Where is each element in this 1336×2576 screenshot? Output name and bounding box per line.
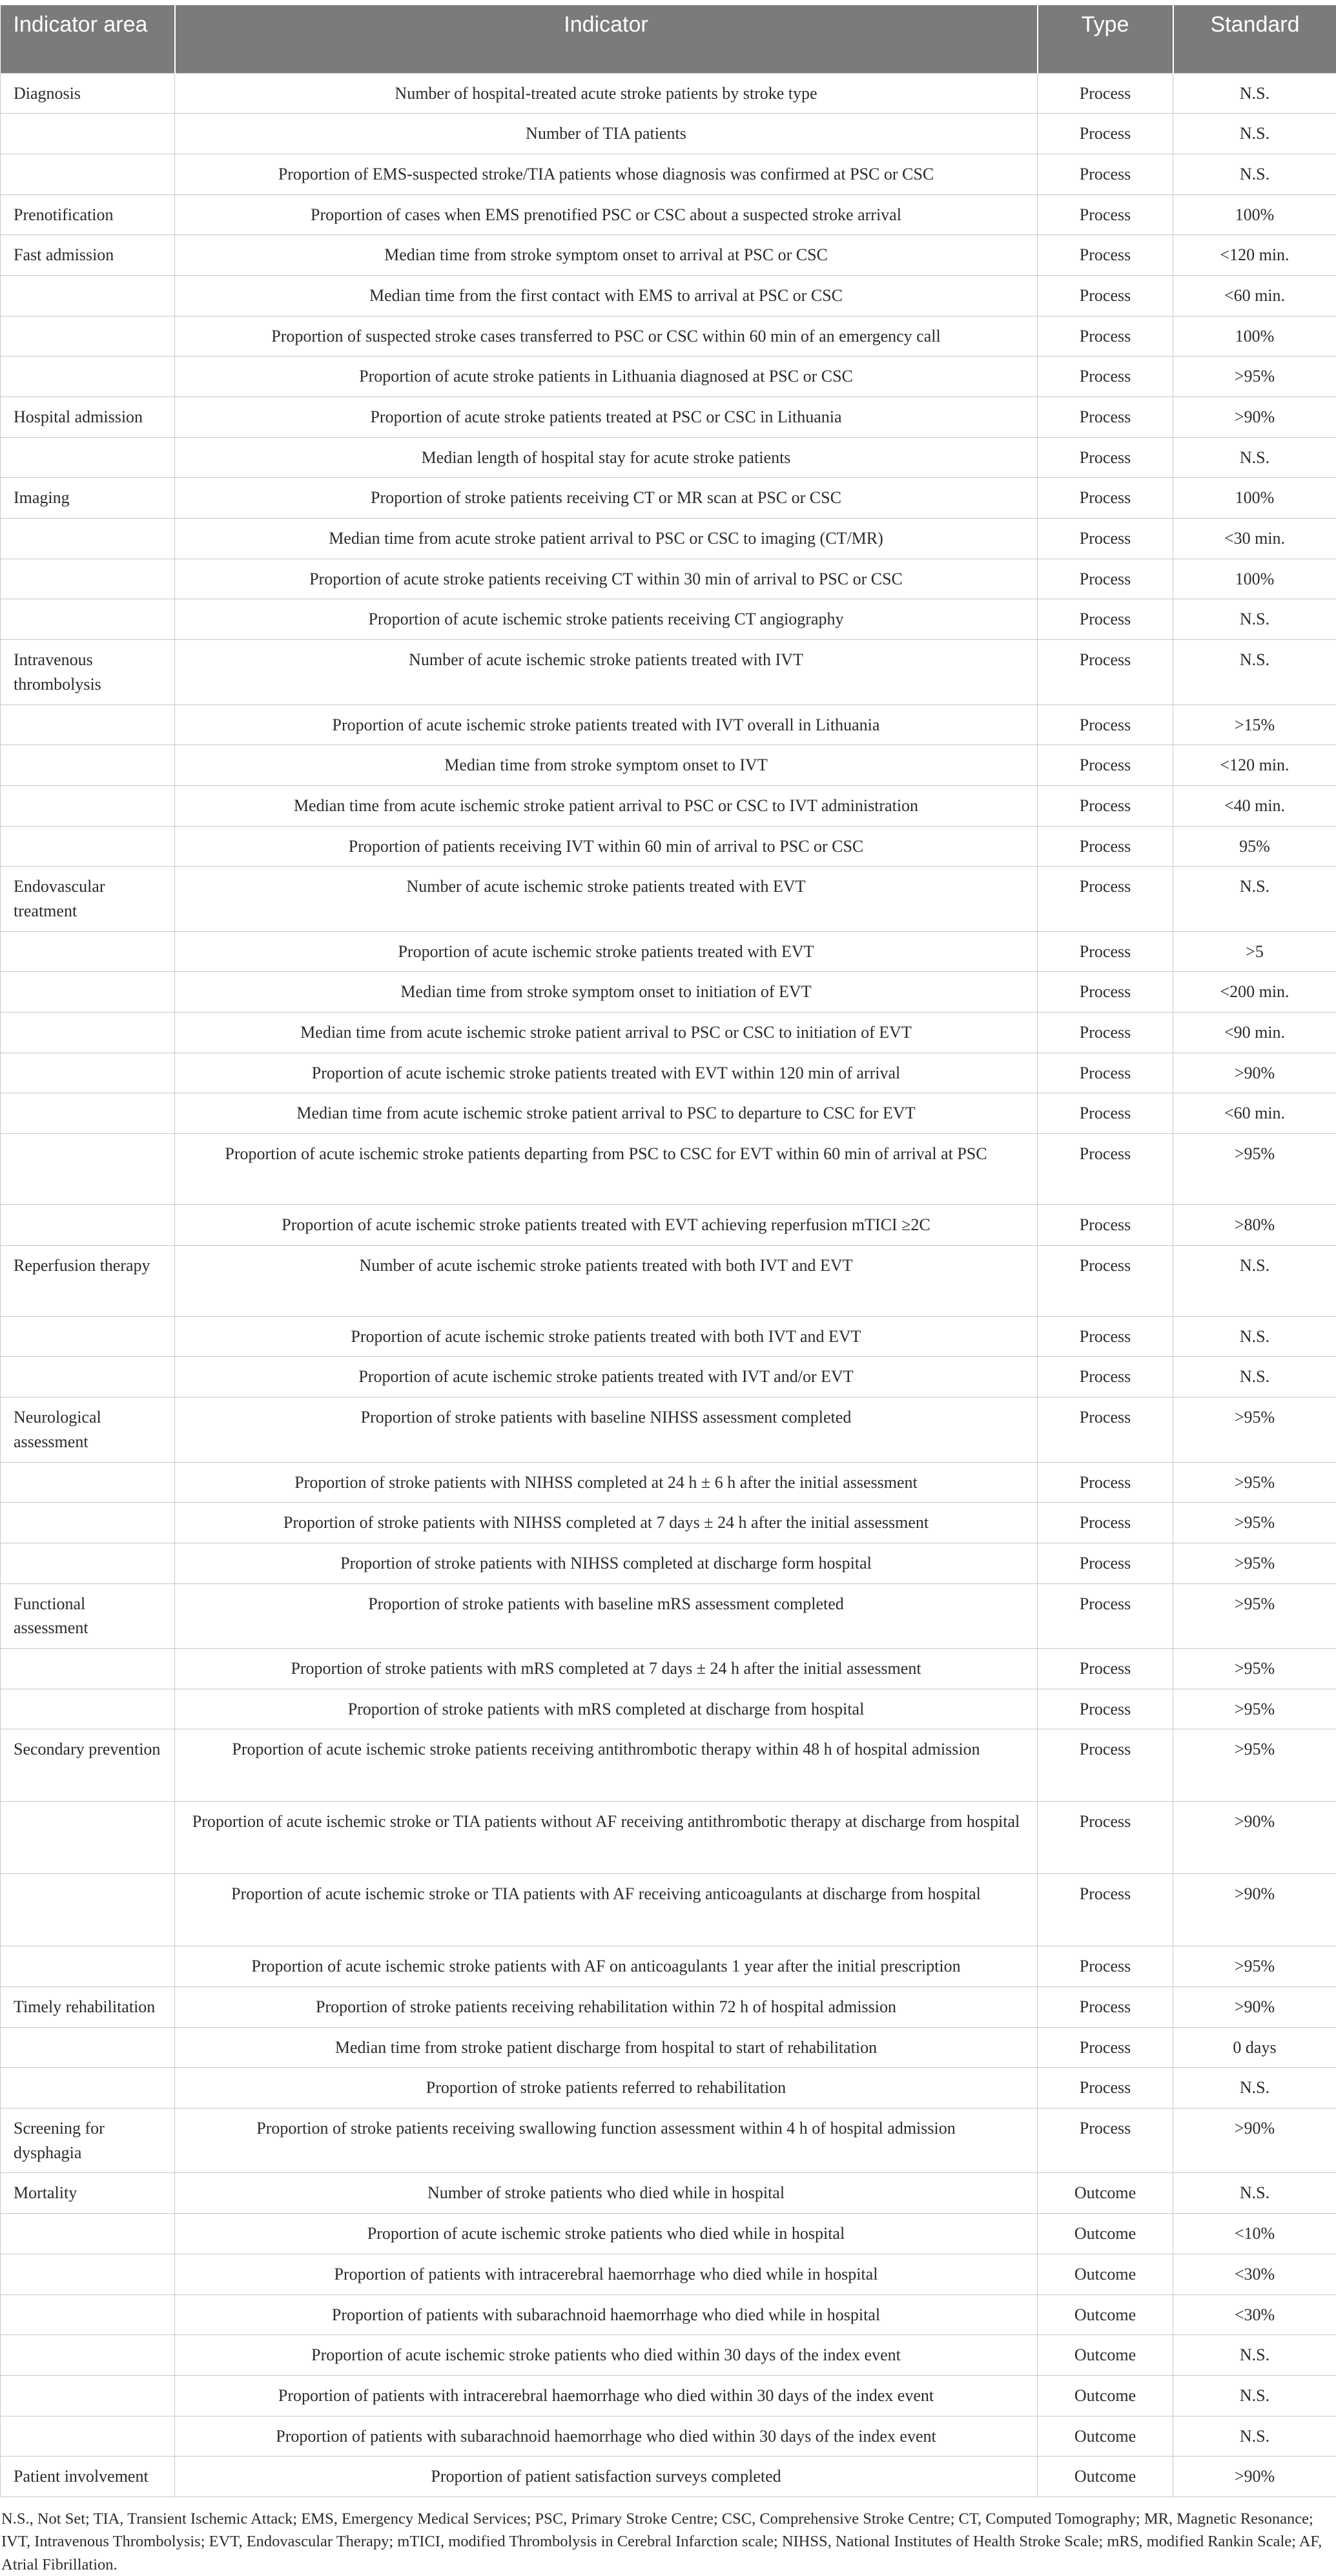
indicator-area-cell bbox=[1, 1648, 175, 1689]
table-row bbox=[1, 1946, 1336, 1987]
type-cell: Process bbox=[1038, 1316, 1173, 1357]
standard-cell: >95% bbox=[1173, 1689, 1336, 1729]
indicator-cell: Proportion of stroke patients receiving CT or MR scan at PSC or CSC bbox=[175, 478, 1038, 519]
table-row bbox=[1, 1874, 1336, 1946]
table-row bbox=[1, 1503, 1336, 1543]
type-cell: Process bbox=[1038, 437, 1173, 478]
indicator-area-cell: Diagnosis bbox=[1, 73, 175, 114]
type-cell: Process bbox=[1038, 1462, 1173, 1503]
table-row bbox=[1, 931, 1336, 972]
indicator-cell: Proportion of acute ischemic stroke patients with AF on anticoagulants 1 year after the initial prescription bbox=[175, 1946, 1038, 1987]
indicator-cell: Proportion of acute ischemic stroke patients treated with both IVT and EVT bbox=[175, 1316, 1038, 1357]
type-cell: Outcome bbox=[1038, 2416, 1173, 2457]
type-cell: Process bbox=[1038, 559, 1173, 599]
indicator-cell: Number of acute ischemic stroke patients treated with IVT bbox=[175, 640, 1038, 705]
indicator-area-cell bbox=[1, 1874, 175, 1946]
table-row bbox=[1, 1316, 1336, 1357]
table-row bbox=[1, 397, 1336, 438]
indicator-cell: Median time from acute ischemic stroke patient arrival to PSC or CSC to IVT administration bbox=[175, 785, 1038, 826]
indicator-cell: Proportion of acute ischemic stroke patients treated with EVT bbox=[175, 931, 1038, 972]
type-cell: Process bbox=[1038, 194, 1173, 235]
standard-cell: >95% bbox=[1173, 1397, 1336, 1462]
indicator-cell: Proportion of stroke patients with baseline NIHSS assessment completed bbox=[175, 1397, 1038, 1462]
indicator-area-cell bbox=[1, 356, 175, 397]
indicator-cell: Median time from stroke patient discharge from hospital to start of rehabilitation bbox=[175, 2027, 1038, 2068]
table-row bbox=[1, 2416, 1336, 2457]
indicator-area-cell bbox=[1, 1946, 175, 1987]
standard-cell: N.S. bbox=[1173, 2173, 1336, 2214]
indicator-cell: Proportion of acute stroke patients treated at PSC or CSC in Lithuania bbox=[175, 397, 1038, 438]
indicator-cell: Median time from acute ischemic stroke patient arrival to PSC or CSC to initiation of EVT bbox=[175, 1013, 1038, 1053]
table-row bbox=[1, 1543, 1336, 1583]
indicator-cell: Proportion of acute stroke patients receiving CT within 30 min of arrival to PSC or CSC bbox=[175, 559, 1038, 599]
table-row bbox=[1, 705, 1336, 745]
indicator-cell: Proportion of stroke patients with NIHSS completed at 7 days ± 24 h after the initial assessment bbox=[175, 1503, 1038, 1543]
indicator-area-cell bbox=[1, 2335, 175, 2376]
type-cell: Outcome bbox=[1038, 2335, 1173, 2376]
indicator-cell: Proportion of patients with intracerebral haemorrhage who died within 30 days of the index event bbox=[175, 2375, 1038, 2416]
type-cell: Process bbox=[1038, 154, 1173, 194]
indicator-area-cell bbox=[1, 826, 175, 867]
indicator-area-cell bbox=[1, 2416, 175, 2457]
standard-cell: <120 min. bbox=[1173, 235, 1336, 276]
table-row bbox=[1, 1583, 1336, 1648]
table-row bbox=[1, 316, 1336, 356]
type-cell: Process bbox=[1038, 1245, 1173, 1316]
indicator-cell: Proportion of patient satisfaction surveys completed bbox=[175, 2457, 1038, 2497]
indicator-area-cell bbox=[1, 1316, 175, 1357]
table-row bbox=[1, 972, 1336, 1013]
type-cell: Outcome bbox=[1038, 2254, 1173, 2294]
table-row bbox=[1, 640, 1336, 705]
indicator-area-cell: Hospital admission bbox=[1, 397, 175, 438]
indicator-cell: Proportion of EMS-suspected stroke/TIA patients whose diagnosis was confirmed at PSC or CSC bbox=[175, 154, 1038, 194]
indicator-area-cell bbox=[1, 316, 175, 356]
indicator-area-cell: Intravenous thrombolysis bbox=[1, 640, 175, 705]
indicator-cell: Proportion of stroke patients receiving swallowing function assessment within 4 h of hospital admission bbox=[175, 2108, 1038, 2173]
table-row bbox=[1, 114, 1336, 154]
standard-cell: <120 min. bbox=[1173, 745, 1336, 786]
indicators-table bbox=[0, 5, 1336, 2497]
indicator-area-cell bbox=[1, 1802, 175, 1874]
type-cell: Process bbox=[1038, 1543, 1173, 1583]
type-cell: Process bbox=[1038, 867, 1173, 931]
table-row bbox=[1, 235, 1336, 276]
indicator-cell: Proportion of acute ischemic stroke patients receiving CT angiography bbox=[175, 599, 1038, 640]
table-row bbox=[1, 1987, 1336, 2028]
indicator-area-cell bbox=[1, 1134, 175, 1205]
indicator-cell: Median time from stroke symptom onset to initiation of EVT bbox=[175, 972, 1038, 1013]
standard-cell: N.S. bbox=[1173, 2335, 1336, 2376]
table-row bbox=[1, 275, 1336, 316]
type-cell: Process bbox=[1038, 1503, 1173, 1543]
indicator-area-cell: Patient involvement bbox=[1, 2457, 175, 2497]
indicator-cell: Proportion of stroke patients with mRS completed at discharge from hospital bbox=[175, 1689, 1038, 1729]
standard-cell: 0 days bbox=[1173, 2027, 1336, 2068]
standard-cell: >90% bbox=[1173, 1874, 1336, 1946]
indicator-cell: Median time from stroke symptom onset to arrival at PSC or CSC bbox=[175, 235, 1038, 276]
type-cell: Process bbox=[1038, 1205, 1173, 1246]
indicator-area-cell bbox=[1, 559, 175, 599]
indicator-area-cell: Secondary prevention bbox=[1, 1729, 175, 1802]
table-row bbox=[1, 1093, 1336, 1134]
indicator-cell: Proportion of stroke patients with NIHSS completed at 24 h ± 6 h after the initial assessment bbox=[175, 1462, 1038, 1503]
standard-cell: >95% bbox=[1173, 356, 1336, 397]
standard-cell: <200 min. bbox=[1173, 972, 1336, 1013]
type-cell: Process bbox=[1038, 640, 1173, 705]
indicator-cell: Proportion of stroke patients referred to rehabilitation bbox=[175, 2068, 1038, 2108]
indicator-area-cell bbox=[1, 1462, 175, 1503]
header-standard: Standard bbox=[1173, 5, 1336, 73]
indicator-cell: Proportion of acute ischemic stroke patients treated with EVT within 120 min of arrival bbox=[175, 1053, 1038, 1093]
standard-cell: N.S. bbox=[1173, 599, 1336, 640]
table-row bbox=[1, 745, 1336, 786]
indicator-cell: Proportion of patients with intracerebral haemorrhage who died while in hospital bbox=[175, 2254, 1038, 2294]
indicator-area-cell: Timely rehabilitation bbox=[1, 1987, 175, 2028]
standard-cell: N.S. bbox=[1173, 1245, 1336, 1316]
indicator-cell: Number of hospital-treated acute stroke patients by stroke type bbox=[175, 73, 1038, 114]
indicator-area-cell bbox=[1, 1689, 175, 1729]
indicator-area-cell bbox=[1, 275, 175, 316]
standard-cell: <30 min. bbox=[1173, 519, 1336, 559]
indicator-area-cell bbox=[1, 2214, 175, 2254]
table-row bbox=[1, 785, 1336, 826]
standard-cell: N.S. bbox=[1173, 2068, 1336, 2108]
standard-cell: >90% bbox=[1173, 2108, 1336, 2173]
standard-cell: N.S. bbox=[1173, 437, 1336, 478]
table-row bbox=[1, 1648, 1336, 1689]
indicator-area-cell bbox=[1, 2068, 175, 2108]
header-indicator-area: Indicator area bbox=[1, 5, 175, 73]
indicator-area-cell bbox=[1, 785, 175, 826]
indicator-cell: Number of acute ischemic stroke patients treated with EVT bbox=[175, 867, 1038, 931]
standard-cell: >95% bbox=[1173, 1503, 1336, 1543]
indicator-area-cell: Reperfusion therapy bbox=[1, 1245, 175, 1316]
standard-cell: >90% bbox=[1173, 1987, 1336, 2028]
type-cell: Outcome bbox=[1038, 2457, 1173, 2497]
table-row bbox=[1, 73, 1336, 114]
standard-cell: <90 min. bbox=[1173, 1013, 1336, 1053]
table-row bbox=[1, 2108, 1336, 2173]
standard-cell: <30% bbox=[1173, 2294, 1336, 2335]
indicator-cell: Proportion of acute ischemic stroke patients who died while in hospital bbox=[175, 2214, 1038, 2254]
type-cell: Process bbox=[1038, 705, 1173, 745]
indicator-area-cell bbox=[1, 2027, 175, 2068]
standard-cell: 100% bbox=[1173, 478, 1336, 519]
indicator-area-cell: Prenotification bbox=[1, 194, 175, 235]
indicator-area-cell bbox=[1, 931, 175, 972]
type-cell: Process bbox=[1038, 1648, 1173, 1689]
standard-cell: N.S. bbox=[1173, 1357, 1336, 1397]
indicator-area-cell bbox=[1, 1357, 175, 1397]
type-cell: Process bbox=[1038, 275, 1173, 316]
indicator-cell: Proportion of acute ischemic stroke patients treated with EVT achieving reperfusion mTICI ≥2C bbox=[175, 1205, 1038, 1246]
standard-cell: 95% bbox=[1173, 826, 1336, 867]
standard-cell: >5 bbox=[1173, 931, 1336, 972]
indicator-cell: Proportion of stroke patients receiving rehabilitation within 72 h of hospital admission bbox=[175, 1987, 1038, 2028]
standard-cell: >95% bbox=[1173, 1462, 1336, 1503]
indicator-area-cell bbox=[1, 599, 175, 640]
table-row bbox=[1, 1397, 1336, 1462]
type-cell: Process bbox=[1038, 1583, 1173, 1648]
indicator-area-cell bbox=[1, 1503, 175, 1543]
indicator-cell: Proportion of acute ischemic stroke or TIA patients without AF receiving antithrombotic therapy at discharge from hospital bbox=[175, 1802, 1038, 1874]
standard-cell: N.S. bbox=[1173, 867, 1336, 931]
standard-cell: N.S. bbox=[1173, 640, 1336, 705]
header-type: Type bbox=[1038, 5, 1173, 73]
standard-cell: >95% bbox=[1173, 1583, 1336, 1648]
standard-cell: 100% bbox=[1173, 194, 1336, 235]
table-row bbox=[1, 2375, 1336, 2416]
type-cell: Process bbox=[1038, 931, 1173, 972]
standard-cell: 100% bbox=[1173, 316, 1336, 356]
type-cell: Process bbox=[1038, 785, 1173, 826]
type-cell: Process bbox=[1038, 316, 1173, 356]
indicator-cell: Proportion of acute ischemic stroke patients who died within 30 days of the index event bbox=[175, 2335, 1038, 2376]
table-row bbox=[1, 519, 1336, 559]
indicator-cell: Number of acute ischemic stroke patients treated with both IVT and EVT bbox=[175, 1245, 1038, 1316]
indicator-cell: Median time from acute stroke patient arrival to PSC or CSC to imaging (CT/MR) bbox=[175, 519, 1038, 559]
indicator-cell: Proportion of patients with subarachnoid haemorrhage who died while in hospital bbox=[175, 2294, 1038, 2335]
standard-cell: N.S. bbox=[1173, 154, 1336, 194]
table-row bbox=[1, 2294, 1336, 2335]
type-cell: Outcome bbox=[1038, 2214, 1173, 2254]
type-cell: Process bbox=[1038, 1053, 1173, 1093]
indicator-cell: Proportion of cases when EMS prenotified PSC or CSC about a suspected stroke arrival bbox=[175, 194, 1038, 235]
type-cell: Process bbox=[1038, 826, 1173, 867]
indicator-area-cell: Mortality bbox=[1, 2173, 175, 2214]
standard-cell: >95% bbox=[1173, 1543, 1336, 1583]
type-cell: Process bbox=[1038, 599, 1173, 640]
type-cell: Process bbox=[1038, 972, 1173, 1013]
table-row bbox=[1, 1013, 1336, 1053]
indicator-area-cell bbox=[1, 1053, 175, 1093]
type-cell: Process bbox=[1038, 745, 1173, 786]
table-row bbox=[1, 1134, 1336, 1205]
standard-cell: <60 min. bbox=[1173, 275, 1336, 316]
table-row bbox=[1, 559, 1336, 599]
standard-cell: >95% bbox=[1173, 1729, 1336, 1802]
type-cell: Process bbox=[1038, 1802, 1173, 1874]
standard-cell: >90% bbox=[1173, 1053, 1336, 1093]
type-cell: Process bbox=[1038, 73, 1173, 114]
table-row bbox=[1, 1802, 1336, 1874]
indicator-area-cell bbox=[1, 1093, 175, 1134]
indicator-area-cell bbox=[1, 745, 175, 786]
indicator-area-cell: Screening for dysphagia bbox=[1, 2108, 175, 2173]
table-row bbox=[1, 478, 1336, 519]
type-cell: Process bbox=[1038, 1689, 1173, 1729]
standard-cell: <10% bbox=[1173, 2214, 1336, 2254]
type-cell: Process bbox=[1038, 114, 1173, 154]
table-row bbox=[1, 2214, 1336, 2254]
indicator-cell: Proportion of acute ischemic stroke patients receiving antithrombotic therapy within 48 h of hospital admission bbox=[175, 1729, 1038, 1802]
table-row bbox=[1, 1729, 1336, 1802]
table-body bbox=[1, 73, 1336, 2497]
standard-cell: N.S. bbox=[1173, 2416, 1336, 2457]
indicator-area-cell: Fast admission bbox=[1, 235, 175, 276]
indicator-cell: Median time from the first contact with EMS to arrival at PSC or CSC bbox=[175, 275, 1038, 316]
type-cell: Process bbox=[1038, 519, 1173, 559]
standard-cell: >90% bbox=[1173, 397, 1336, 438]
type-cell: Process bbox=[1038, 1013, 1173, 1053]
type-cell: Process bbox=[1038, 1874, 1173, 1946]
indicator-cell: Proportion of acute ischemic stroke patients treated with IVT overall in Lithuania bbox=[175, 705, 1038, 745]
type-cell: Process bbox=[1038, 478, 1173, 519]
table-row bbox=[1, 1053, 1336, 1093]
indicator-area-cell bbox=[1, 519, 175, 559]
standard-cell: >95% bbox=[1173, 1946, 1336, 1987]
standard-cell: N.S. bbox=[1173, 2375, 1336, 2416]
table-row bbox=[1, 2027, 1336, 2068]
type-cell: Process bbox=[1038, 1987, 1173, 2028]
type-cell: Process bbox=[1038, 235, 1173, 276]
table-row bbox=[1, 867, 1336, 931]
table-footnote: N.S., Not Set; TIA, Transient Ischemic Attack; EMS, Emergency Medical Services; PSC, Primary Stroke Centre; CSC, Comprehensive Stroke Centre; CT, Computed Tomography; MR, Magnetic Resonance; IVT, Intravenous Thrombolysis; EVT, Endovascular Therapy; mTICI, modified Thrombolysis in Cerebral Infarction scale; NIHSS, National Institutes of Health Stroke Scale; mRS, modified Rankin Scale; AF, Atrial Fibrillation. bbox=[0, 2497, 1336, 2576]
standard-cell: N.S. bbox=[1173, 73, 1336, 114]
table-row bbox=[1, 2068, 1336, 2108]
indicator-area-cell bbox=[1, 114, 175, 154]
table-row bbox=[1, 2173, 1336, 2214]
indicator-cell: Proportion of stroke patients with baseline mRS assessment completed bbox=[175, 1583, 1038, 1648]
indicator-cell: Proportion of stroke patients with NIHSS completed at discharge form hospital bbox=[175, 1543, 1038, 1583]
indicator-area-cell bbox=[1, 437, 175, 478]
type-cell: Process bbox=[1038, 1729, 1173, 1802]
type-cell: Outcome bbox=[1038, 2173, 1173, 2214]
standard-cell: <60 min. bbox=[1173, 1093, 1336, 1134]
indicator-area-cell bbox=[1, 2375, 175, 2416]
type-cell: Process bbox=[1038, 1134, 1173, 1205]
type-cell: Process bbox=[1038, 1946, 1173, 1987]
type-cell: Outcome bbox=[1038, 2375, 1173, 2416]
indicator-cell: Proportion of stroke patients with mRS completed at 7 days ± 24 h after the initial assessment bbox=[175, 1648, 1038, 1689]
standard-cell: >90% bbox=[1173, 1802, 1336, 1874]
type-cell: Process bbox=[1038, 1093, 1173, 1134]
indicator-area-cell: Imaging bbox=[1, 478, 175, 519]
type-cell: Outcome bbox=[1038, 2294, 1173, 2335]
table-row bbox=[1, 194, 1336, 235]
table-row bbox=[1, 154, 1336, 194]
indicator-cell: Median length of hospital stay for acute stroke patients bbox=[175, 437, 1038, 478]
indicator-area-cell bbox=[1, 1013, 175, 1053]
table-row bbox=[1, 1245, 1336, 1316]
indicator-cell: Proportion of acute ischemic stroke or TIA patients with AF receiving anticoagulants at discharge from hospital bbox=[175, 1874, 1038, 1946]
header-indicator: Indicator bbox=[175, 5, 1038, 73]
table-row bbox=[1, 2335, 1336, 2376]
standard-cell: >80% bbox=[1173, 1205, 1336, 1246]
standard-cell: <40 min. bbox=[1173, 785, 1336, 826]
table-row bbox=[1, 826, 1336, 867]
indicator-area-cell bbox=[1, 2294, 175, 2335]
type-cell: Process bbox=[1038, 1357, 1173, 1397]
standard-cell: >90% bbox=[1173, 2457, 1336, 2497]
table-row bbox=[1, 2254, 1336, 2294]
indicator-cell: Proportion of acute ischemic stroke patients departing from PSC to CSC for EVT within 60 min of arrival at PSC bbox=[175, 1134, 1038, 1205]
table-row bbox=[1, 1462, 1336, 1503]
indicator-area-cell bbox=[1, 2254, 175, 2294]
type-cell: Process bbox=[1038, 1397, 1173, 1462]
table-row bbox=[1, 2457, 1336, 2497]
standard-cell: >15% bbox=[1173, 705, 1336, 745]
indicator-area-cell: Endovascular treatment bbox=[1, 867, 175, 931]
table-row bbox=[1, 437, 1336, 478]
indicator-cell: Number of stroke patients who died while in hospital bbox=[175, 2173, 1038, 2214]
standard-cell: <30% bbox=[1173, 2254, 1336, 2294]
indicator-area-cell: Neurological assessment bbox=[1, 1397, 175, 1462]
standard-cell: >95% bbox=[1173, 1134, 1336, 1205]
indicator-cell: Median time from stroke symptom onset to IVT bbox=[175, 745, 1038, 786]
indicator-cell: Proportion of patients receiving IVT within 60 min of arrival to PSC or CSC bbox=[175, 826, 1038, 867]
type-cell: Process bbox=[1038, 356, 1173, 397]
type-cell: Process bbox=[1038, 2027, 1173, 2068]
indicator-cell: Proportion of suspected stroke cases transferred to PSC or CSC within 60 min of an emergency call bbox=[175, 316, 1038, 356]
standard-cell: N.S. bbox=[1173, 114, 1336, 154]
type-cell: Process bbox=[1038, 2068, 1173, 2108]
indicator-area-cell bbox=[1, 1205, 175, 1246]
indicator-area-cell: Functional assessment bbox=[1, 1583, 175, 1648]
type-cell: Process bbox=[1038, 397, 1173, 438]
table-header-row bbox=[1, 5, 1336, 73]
indicator-cell: Number of TIA patients bbox=[175, 114, 1038, 154]
indicator-cell: Proportion of acute ischemic stroke patients treated with IVT and/or EVT bbox=[175, 1357, 1038, 1397]
indicator-area-cell bbox=[1, 705, 175, 745]
table-row bbox=[1, 1357, 1336, 1397]
indicator-cell: Median time from acute ischemic stroke patient arrival to PSC to departure to CSC for EVT bbox=[175, 1093, 1038, 1134]
table-row bbox=[1, 1689, 1336, 1729]
table-row bbox=[1, 356, 1336, 397]
table-row bbox=[1, 599, 1336, 640]
indicator-area-cell bbox=[1, 972, 175, 1013]
table-row bbox=[1, 1205, 1336, 1246]
standard-cell: N.S. bbox=[1173, 1316, 1336, 1357]
type-cell: Process bbox=[1038, 2108, 1173, 2173]
indicator-cell: Proportion of patients with subarachnoid haemorrhage who died within 30 days of the index event bbox=[175, 2416, 1038, 2457]
standard-cell: 100% bbox=[1173, 559, 1336, 599]
indicator-cell: Proportion of acute stroke patients in Lithuania diagnosed at PSC or CSC bbox=[175, 356, 1038, 397]
indicator-area-cell bbox=[1, 154, 175, 194]
standard-cell: >95% bbox=[1173, 1648, 1336, 1689]
indicator-area-cell bbox=[1, 1543, 175, 1583]
